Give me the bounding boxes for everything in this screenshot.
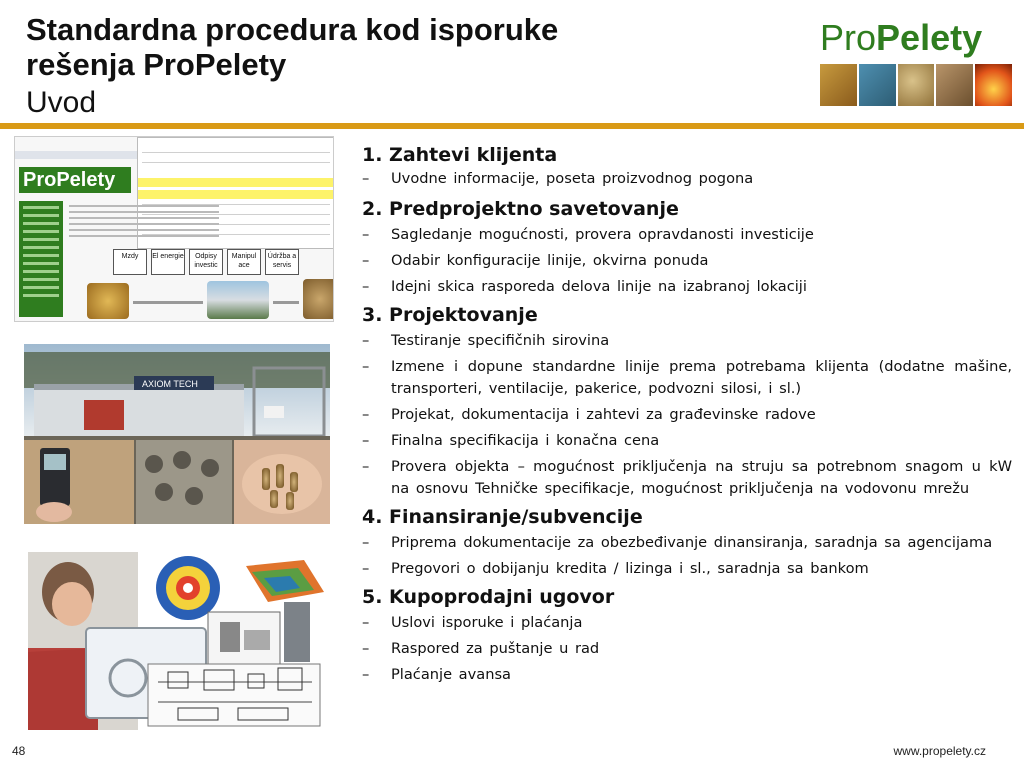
list-item-text: Provera objekta – mogućnost priključenja na struju sa potrebnom snagom u kW na osnovu Tehničke specifikacje, mogućnost priključenja na vodovonu mrežu — [391, 458, 1012, 497]
dash-bullet: – — [362, 406, 370, 423]
dash-bullet: – — [362, 432, 370, 449]
propelety-logo — [820, 18, 1012, 58]
engineering-cad-collage — [28, 552, 328, 730]
dash-bullet: – — [362, 560, 370, 577]
cad-collage-svg — [28, 552, 328, 730]
pellets-thumb-image — [303, 279, 334, 319]
flow-box: Údržba a servis — [265, 249, 299, 275]
list-item-text: Izmene i dopune standardne linije prema potrebama klijenta (dodatne mašine, transporteri, ventilacije, pakerice, podvozni silosi, i sl.) — [391, 358, 1012, 397]
page-number: 48 — [12, 744, 26, 758]
list-item-text: Finalna specifikacija i konačna cena — [391, 432, 660, 449]
list-item — [362, 612, 1012, 634]
section-heading: 3. Projektovanje — [362, 304, 538, 326]
flow-box: Mzdy — [113, 249, 147, 275]
slide-title: Standardna procedura kod isporuke rešenja ProPelety — [26, 12, 559, 82]
factory-sign-text: AXIOM TECH — [142, 379, 198, 389]
list-item — [362, 430, 1012, 452]
list-item-text: Testiranje specifičnih sirovina — [391, 332, 610, 349]
dash-bullet: – — [362, 534, 370, 551]
dash-bullet: – — [362, 614, 370, 631]
dash-bullet: – — [362, 666, 370, 683]
list-item — [362, 664, 1012, 686]
flow-arrow — [273, 301, 299, 304]
dash-bullet: – — [362, 278, 370, 295]
section-heading: 4. Finansiranje/subvencije — [362, 506, 643, 528]
list-item — [362, 356, 1012, 400]
section-heading: 2. Predprojektno savetovanje — [362, 198, 679, 220]
list-item-text: Priprema dokumentacije za obezbeđivanje dinansiranja, saradnja sa agencijama — [391, 534, 993, 551]
list-item-text: Plaćanje avansa — [391, 666, 512, 683]
dash-bullet: – — [362, 332, 370, 349]
dash-bullet: – — [362, 458, 370, 475]
list-item-text: Uvodne informacije, poseta proizvodnog pogona — [391, 170, 754, 187]
hay-bale-image — [87, 283, 129, 319]
logo-pelety-text: Pelety — [876, 17, 983, 58]
website-text-block — [69, 201, 219, 245]
flow-box: El energie — [151, 249, 185, 275]
list-item — [362, 168, 1012, 190]
list-item-text: Uslovi isporuke i plaćanja — [391, 614, 583, 631]
slide-subtitle: Uvod — [26, 86, 97, 119]
flow-arrow — [133, 301, 203, 304]
dash-bullet: – — [362, 640, 370, 657]
dash-bullet: – — [362, 170, 370, 187]
list-item-text: Raspored za puštanje u rad — [391, 640, 600, 657]
list-item-text: Odabir konfiguracije linije, okvirna ponuda — [391, 252, 709, 269]
dash-bullet: – — [362, 358, 370, 375]
header-divider — [0, 123, 1024, 129]
footer-url: www.propelety.cz — [893, 744, 986, 758]
fire-photo — [975, 64, 1012, 106]
list-item-text: Projekat, dokumentacija i zahtevi za građevinske radove — [391, 406, 816, 423]
website-logo: ProPelety — [19, 167, 131, 193]
list-item — [362, 558, 1012, 580]
list-item-text: Idejni skica rasporeda delova linije na izabranoj lokaciji — [391, 278, 807, 295]
dash-bullet: – — [362, 252, 370, 269]
factory-collage-svg — [24, 344, 330, 524]
website-sidebar — [19, 201, 63, 317]
list-item-text: Pregovori o dobijanju kredita / lizinga i sl., saradnja sa bankom — [391, 560, 869, 577]
list-item-text: Sagledanje mogućnosti, provera opravdanosti investicije — [391, 226, 814, 243]
list-item — [362, 638, 1012, 660]
pellet-machine-photo — [859, 64, 896, 106]
list-item — [362, 404, 1012, 426]
wood-chips-photo — [936, 64, 973, 106]
logo-photo-strip — [820, 64, 1012, 106]
pellets-photo — [898, 64, 935, 106]
cost-flow-diagram — [59, 249, 334, 321]
list-item — [362, 276, 1012, 298]
website-screenshot — [14, 136, 334, 322]
section-heading: 5. Kupoprodajni ugovor — [362, 586, 615, 608]
flow-box: Manipul ace — [227, 249, 261, 275]
section-heading: 1. Zahtevi klijenta — [362, 144, 558, 166]
list-item — [362, 456, 1012, 500]
list-item — [362, 250, 1012, 272]
procedure-content — [362, 142, 1012, 686]
logo-pro-text: Pro — [820, 17, 877, 58]
dash-bullet: – — [362, 226, 370, 243]
list-item — [362, 330, 1012, 352]
list-item — [362, 224, 1012, 246]
list-item — [362, 532, 1012, 554]
factory-photo-collage — [24, 344, 330, 524]
factory-thumb-image — [207, 281, 269, 319]
flow-box: Odpisy investic — [189, 249, 223, 275]
hay-bale-photo — [820, 64, 857, 106]
